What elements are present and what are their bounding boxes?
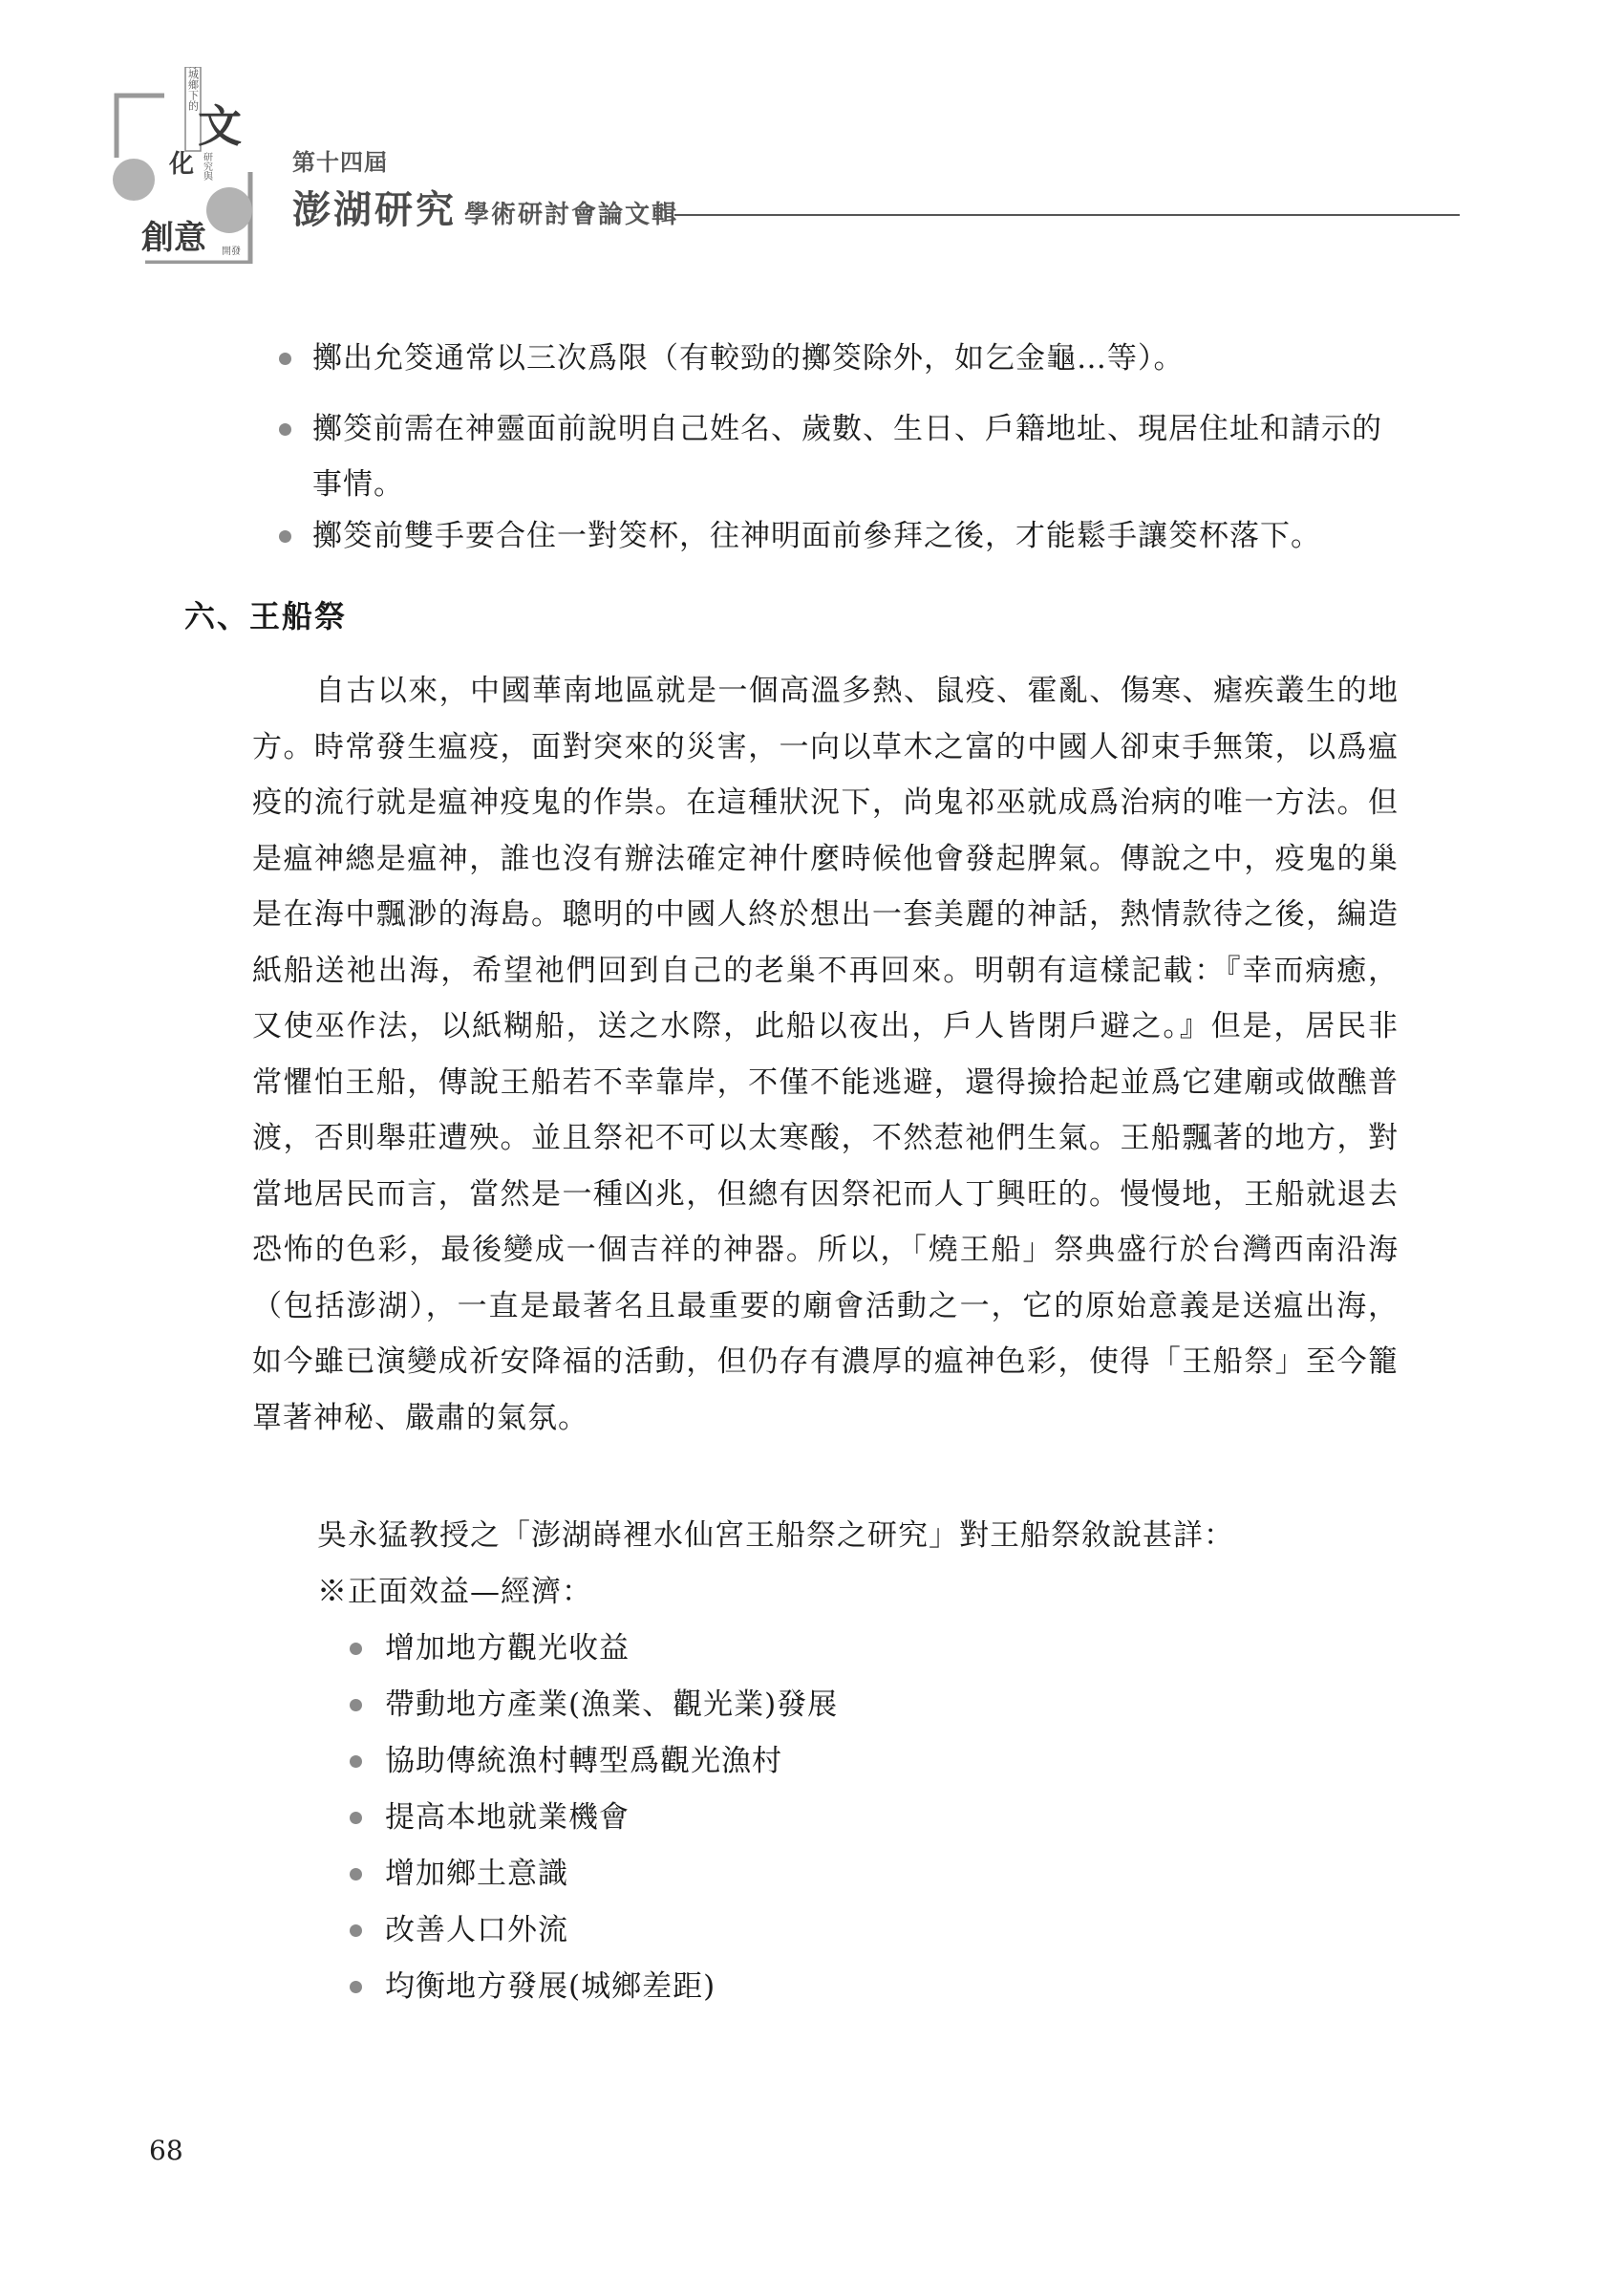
edition-label: 第十四屆 xyxy=(292,148,388,176)
series-title-block xyxy=(292,180,678,234)
benefit-text: 協助傳統漁村轉型爲觀光漁村 xyxy=(385,1744,782,1778)
logo-text-top: 地方城鄉下的 xyxy=(186,67,200,111)
benefit-text: 改善人口外流 xyxy=(385,1913,568,1947)
benefit-text: 帶動地方產業(漁業、觀光業)發展 xyxy=(385,1687,839,1722)
conference-logo-graphic xyxy=(107,67,260,264)
benefits-subheading: ※正面效益—經濟： xyxy=(317,1575,592,1609)
bullet-dot-icon xyxy=(350,1699,362,1711)
logo-char-main: 文 xyxy=(198,100,242,152)
bullet-dot-icon xyxy=(350,1868,362,1880)
benefit-item xyxy=(350,1733,782,1789)
series-subtitle: 學術研討會論文輯 xyxy=(464,201,679,229)
logo-text-mid: 研究與 xyxy=(201,152,212,181)
bullet-dot-icon xyxy=(279,530,291,543)
benefit-item xyxy=(350,1846,568,1902)
bullet-dot-icon xyxy=(350,1755,362,1768)
bullet-dot-icon xyxy=(350,1812,362,1824)
benefit-text: 增加鄉土意識 xyxy=(385,1857,568,1891)
conference-logo xyxy=(107,67,260,264)
bullet-dot-icon xyxy=(350,1981,362,1993)
benefit-text: 均衡地方發展(城鄉差距) xyxy=(385,1969,716,2004)
bullet-item xyxy=(279,508,1406,564)
citation-intro: 吳永猛教授之「澎湖嵵裡水仙宮王船祭之研究」對王船祭敘說甚詳： xyxy=(317,1518,1234,1553)
benefit-item xyxy=(350,1677,838,1732)
header-rule xyxy=(674,214,1460,216)
benefit-item xyxy=(350,1902,568,1958)
bullet-dot-icon xyxy=(350,1643,362,1655)
benefit-item xyxy=(350,1621,630,1676)
running-header xyxy=(0,0,1624,287)
body-paragraph: 自古以來，中國華南地區就是一個高溫多熱、鼠疫、霍亂、傷寒、瘧疾叢生的地方。時常發生瘟疫，面對突來的災害，一向以草木之富的中國人卻束手無策，以爲瘟疫的流行就是瘟神疫鬼的作祟。在這種狀況下，尚鬼祁巫就成爲治病的唯一方法。但是瘟神總是瘟神，誰也沒有辦法確定神什麼時候他會發起脾氣。傳說之中，疫鬼的巢是在海中飄渺的海島。聰明的中國人終於想出一套美麗的神話，熱情款待之後，編造紙船送祂出海，希望祂們回到自己的老巢不再回來。明朝有這樣記載：『幸而病癒，又使巫作法，以紙糊船，送之水際，此船以夜出，戶人皆閉戶避之。』但是，居民非常懼怕王船，傳說王船若不幸靠岸，不僅不能逃避，還得撿拾起並爲它建廟或做醮普渡，否則舉莊遭殃。並且祭祀不可以太寒酸，不然惹祂們生氣。王船飄著的地方，對當地居民而言，當然是一種凶兆，但總有因祭祀而人丁興旺的。慢慢地，王船就退去恐怖的色彩，最後變成一個吉祥的神器。所以，「燒王船」祭典盛行於台灣西南沿海（包括澎湖），一直是最著名且最重要的廟會活動之一，它的原始意義是送瘟出海，如今雖已演變成祈安降福的活動，但仍存有濃厚的瘟神色彩，使得「王船祭」至今籠罩著神秘、嚴肅的氣氛。 xyxy=(252,674,1399,1435)
series-title: 澎湖研究 xyxy=(292,187,457,232)
section-heading: 六、王船祭 xyxy=(184,598,348,634)
benefit-text: 提高本地就業機會 xyxy=(385,1800,630,1835)
logo-text-develop: 開發 xyxy=(222,247,241,257)
page-number: 68 xyxy=(149,2135,183,2166)
bullet-item xyxy=(279,331,1406,386)
bullet-text: 擲筊前需在神靈面前說明自己姓名、歲數、生日、戶籍地址、現居住址和請示的事情。 xyxy=(312,412,1382,502)
bullet-text: 擲筊前雙手要合住一對筊杯，往神明面前參拜之後，才能鬆手讓筊杯落下。 xyxy=(312,519,1321,553)
bullet-dot-icon xyxy=(279,423,291,436)
bullet-dot-icon xyxy=(350,1924,362,1937)
bullet-item xyxy=(279,401,1406,512)
bullet-text: 擲出允筊通常以三次爲限（有較勁的擲筊除外，如乞金龜…等）。 xyxy=(312,341,1185,376)
benefit-item xyxy=(350,1959,716,2014)
logo-char-hua: 化 xyxy=(168,150,195,179)
logo-text-bottom: 創意 xyxy=(141,219,206,257)
bullet-dot-icon xyxy=(279,353,291,365)
benefit-item xyxy=(350,1790,630,1845)
benefit-text: 增加地方觀光收益 xyxy=(385,1631,630,1666)
